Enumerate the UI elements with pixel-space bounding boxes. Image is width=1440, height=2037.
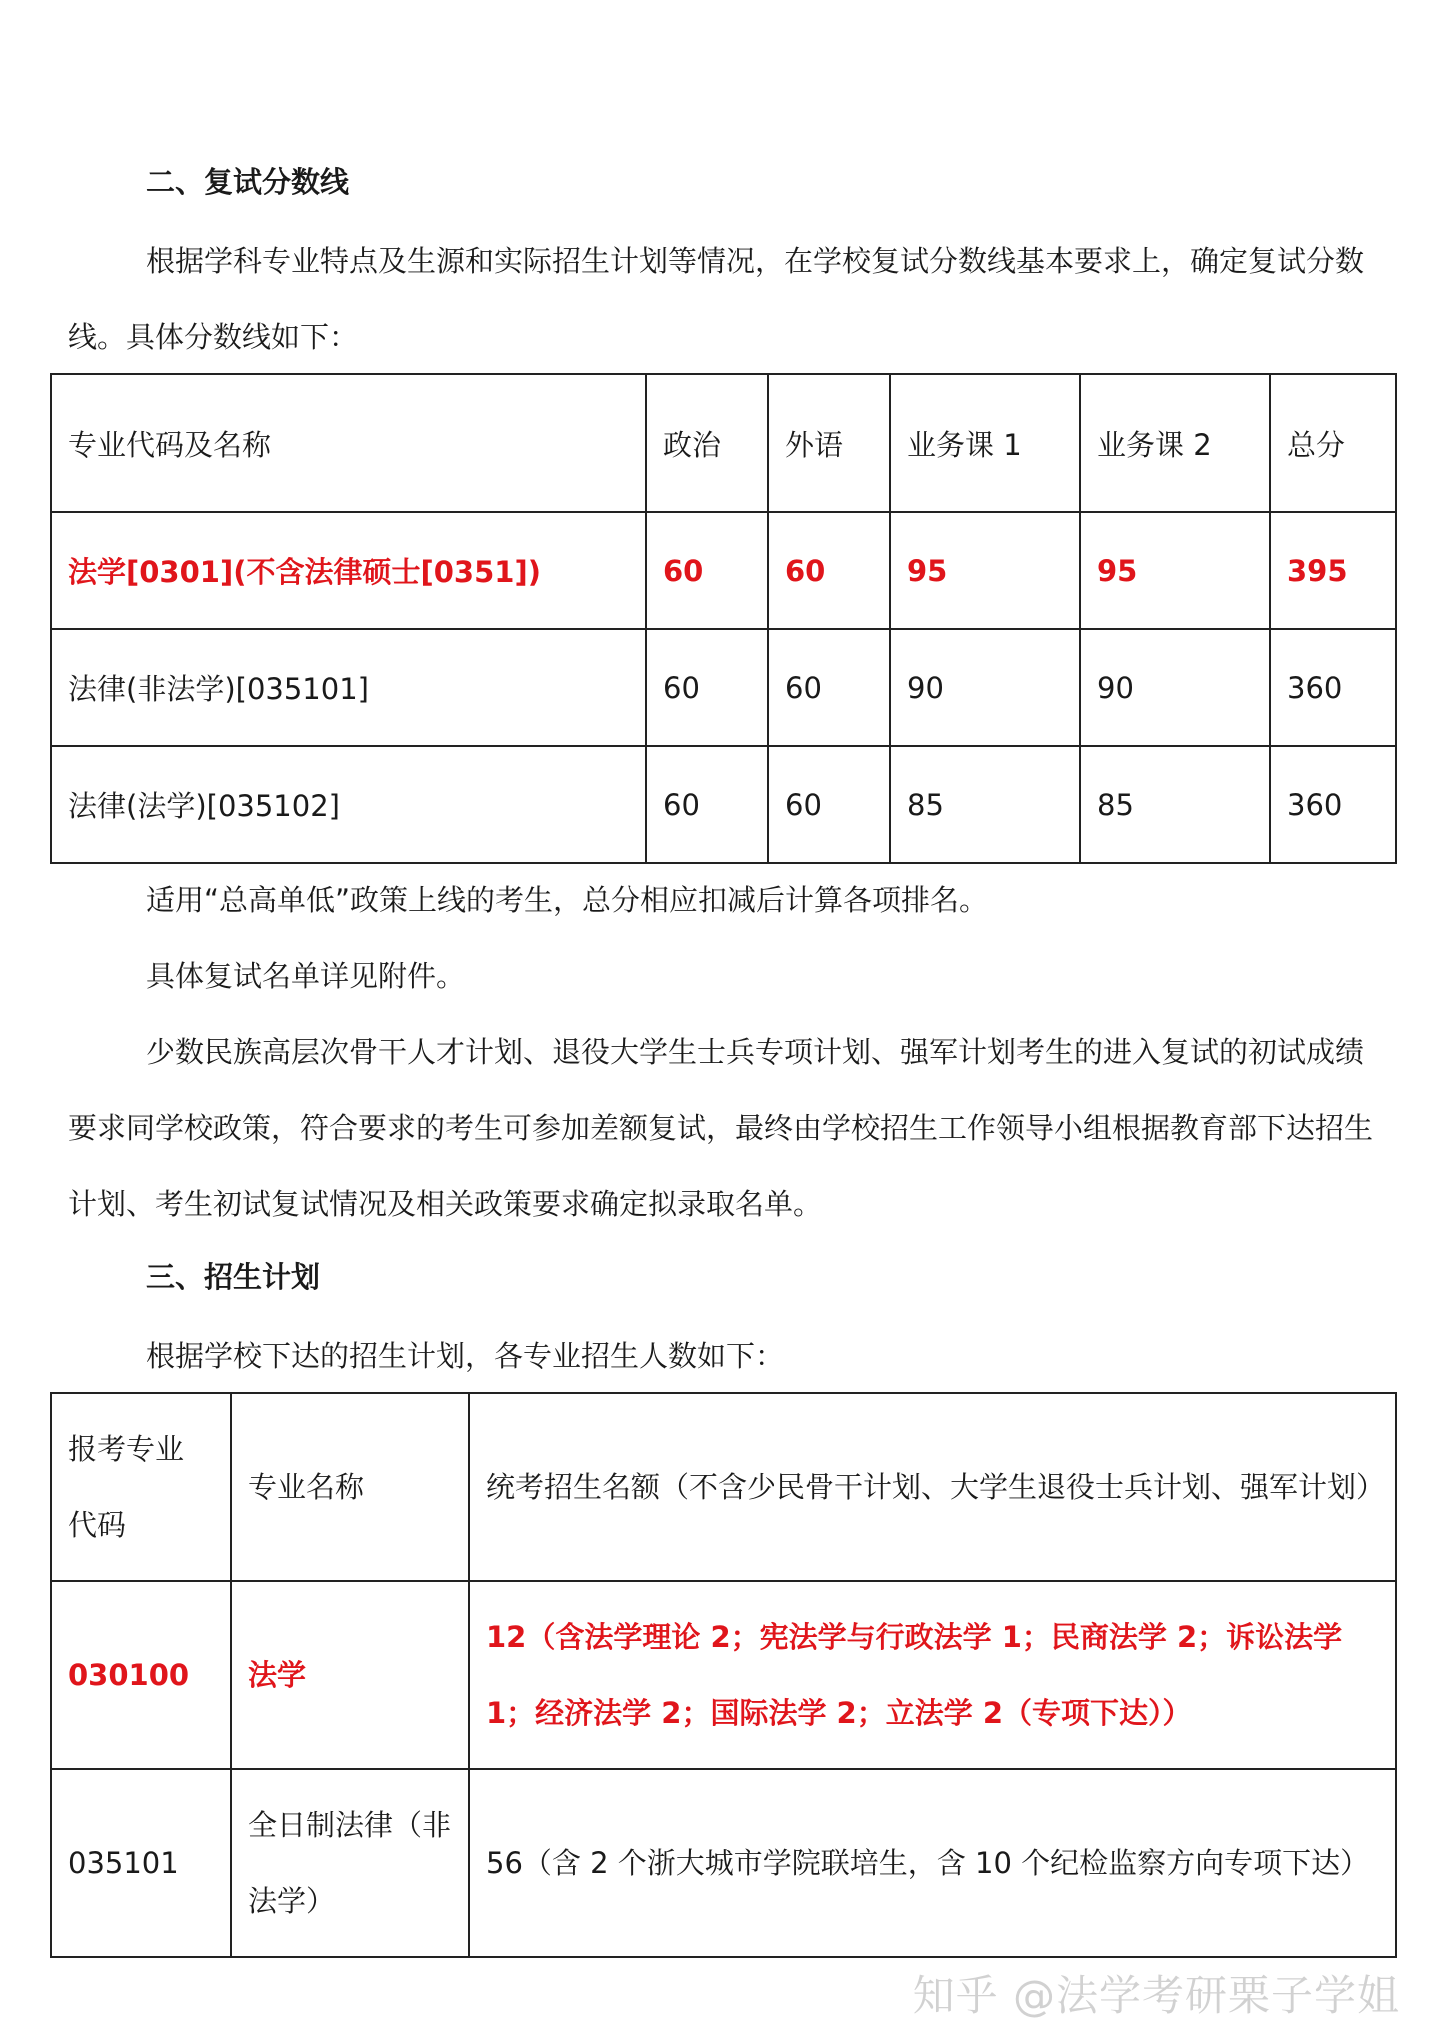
retest-score-intro: 根据学科专业特点及生源和实际招生计划等情况，在学校复试分数线基本要求上，确定复试分数线。具体分数线如下： — [68, 244, 1365, 354]
column-header-quota: 统考招生名额（不含少民骨干计划、大学生退役士兵计划、强军计划） — [469, 1393, 1396, 1581]
politics-score-cell: 60 — [646, 629, 768, 746]
total-score-cell: 395 — [1270, 512, 1396, 629]
note-total-score-policy: 适用“总高单低”政策上线的考生，总分相应扣减后计算各项排名。 — [146, 883, 989, 917]
course2-score-cell: 90 — [1080, 629, 1270, 746]
column-header-politics: 政治 — [646, 374, 768, 512]
column-header-course1: 业务课 1 — [890, 374, 1080, 512]
major-code-cell: 035101 — [51, 1769, 231, 1957]
note-retest-list: 具体复试名单详见附件。 — [146, 959, 466, 993]
enrollment-plan-table — [50, 1392, 1397, 1958]
politics-score-cell: 60 — [646, 746, 768, 863]
major-name-cell: 法学 — [231, 1581, 469, 1769]
table-header-row — [51, 374, 1396, 512]
column-header-course2: 业务课 2 — [1080, 374, 1270, 512]
section-heading-enrollment-plan: 三、招生计划 — [146, 1260, 321, 1294]
major-name-cell: 法律(非法学)[035101] — [51, 629, 646, 746]
course2-score-cell: 95 — [1080, 512, 1270, 629]
quota-cell: 56（含 2 个浙大城市学院联培生，含 10 个纪检监察方向专项下达） — [469, 1769, 1396, 1957]
language-score-cell: 60 — [768, 629, 890, 746]
note-special-plans: 少数民族高层次骨干人才计划、退役大学生士兵专项计划、强军计划考生的进入复试的初试成绩要求同学校政策，符合要求的考生可参加差额复试，最终由学校招生工作领导小组根据教育部下达招生计划、考生初试复试情况及相关政策要求确定拟录取名单。 — [68, 1035, 1374, 1221]
course1-score-cell: 90 — [890, 629, 1080, 746]
total-score-cell: 360 — [1270, 629, 1396, 746]
table-header-row — [51, 1393, 1396, 1581]
total-score-cell: 360 — [1270, 746, 1396, 863]
major-name-cell: 全日制法律（非法学） — [231, 1769, 469, 1957]
politics-score-cell: 60 — [646, 512, 768, 629]
course1-score-cell: 95 — [890, 512, 1080, 629]
language-score-cell: 60 — [768, 512, 890, 629]
quota-cell: 12（含法学理论 2；宪法学与行政法学 1；民商法学 2；诉讼法学 1；经济法学 2；国际法学 2；立法学 2（专项下达）） — [469, 1581, 1396, 1769]
column-header-language: 外语 — [768, 374, 890, 512]
column-header-major: 专业代码及名称 — [51, 374, 646, 512]
table-row — [51, 629, 1396, 746]
section-heading-retest-score: 二、复试分数线 — [146, 165, 350, 199]
language-score-cell: 60 — [768, 746, 890, 863]
major-name-cell: 法学[0301](不含法律硕士[0351]) — [51, 512, 646, 629]
course2-score-cell: 85 — [1080, 746, 1270, 863]
zhihu-watermark: 知乎 @法学考研栗子学姐 — [912, 1971, 1400, 2020]
major-code-cell: 030100 — [51, 1581, 231, 1769]
column-header-major-name: 专业名称 — [231, 1393, 469, 1581]
table-row — [51, 512, 1396, 629]
column-header-total: 总分 — [1270, 374, 1396, 512]
major-name-cell: 法律(法学)[035102] — [51, 746, 646, 863]
course1-score-cell: 85 — [890, 746, 1080, 863]
retest-score-table — [50, 373, 1397, 864]
column-header-code: 报考专业代码 — [51, 1393, 231, 1581]
table-row — [51, 746, 1396, 863]
table-row — [51, 1769, 1396, 1957]
enrollment-plan-intro: 根据学校下达的招生计划，各专业招生人数如下： — [146, 1339, 785, 1373]
table-row — [51, 1581, 1396, 1769]
